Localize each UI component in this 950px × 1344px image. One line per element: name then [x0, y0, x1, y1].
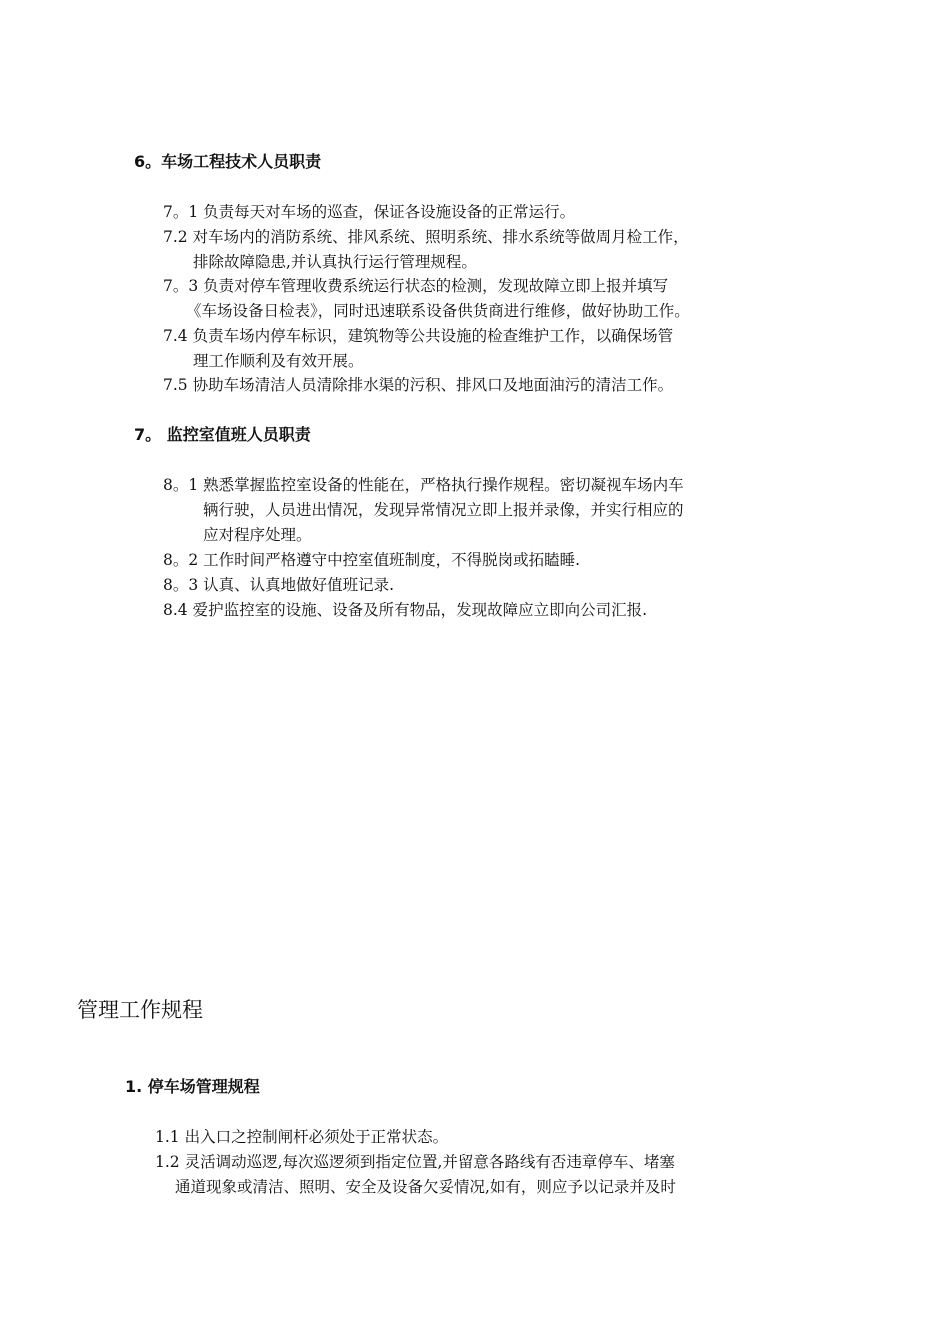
item-text: 7.5 协助车场清洁人员清除排水渠的污积、排风口及地面油污的清洁工作。 — [163, 376, 674, 394]
section-6-item-5 — [163, 373, 673, 398]
parking-item-2 — [155, 1150, 676, 1200]
item-text: 7。1 负责每天对车场的巡查，保证各设施设备的正常运行。 — [163, 203, 576, 221]
section-6-item-3 — [163, 274, 690, 324]
item-text-continued: 排除故障隐患,并认真执行运行管理规程。 — [193, 253, 477, 271]
section-6-item-2 — [163, 225, 689, 275]
item-text: 7。3 负责对停车管理收费系统运行状态的检测，发现故障立即上报并填写 — [163, 277, 669, 295]
section-7-item-4 — [163, 598, 647, 623]
item-text-continued: 应对程序处理。 — [203, 526, 312, 544]
parking-item-1 — [155, 1125, 448, 1150]
parking-management-heading: 1. 停车场管理规程 — [125, 1077, 260, 1096]
item-text: 1.1 出入口之控制闸杆必须处于正常状态。 — [155, 1128, 449, 1146]
item-text-continued: 《车场设备日检表》，同时迅速联系设备供货商进行维修，做好协助工作。 — [186, 302, 690, 320]
item-text: 8。1 熟悉掌握监控室设备的性能在，严格执行操作规程。密切凝视车场内车 — [163, 476, 684, 494]
section-6-item-4 — [163, 324, 673, 374]
section-7-item-2 — [163, 548, 580, 573]
management-title: 管理工作规程 — [77, 998, 203, 1022]
item-text-continued: 理工作顺利及有效开展。 — [193, 352, 364, 370]
item-text: 8.4 爱护监控室的设施、设备及所有物品，发现故障应立即向公司汇报. — [163, 601, 648, 619]
section-7-item-3 — [163, 573, 394, 598]
section-6-heading: 6。车场工程技术人员职责 — [134, 152, 322, 171]
item-text: 7.4 负责车场内停车标识，建筑物等公共设施的检查维护工作，以确保场管 — [163, 327, 674, 345]
item-text-continued: 辆行驶，人员进出情况，发现异常情况立即上报并录像，并实行相应的 — [203, 501, 684, 519]
item-text: 7.2 对车场内的消防系统、排风系统、照明系统、排水系统等做周月检工作， — [163, 228, 689, 246]
item-text: 8。2 工作时间严格遵守中控室值班制度，不得脱岗或拓瞌睡. — [163, 551, 581, 569]
item-text: 1.2 灵活调动巡逻,每次巡逻须到指定位置,并留意各路线有否违章停车、堵塞 — [155, 1153, 675, 1171]
section-7-item-1 — [163, 473, 684, 548]
section-7-heading: 7。 监控室值班人员职责 — [134, 425, 311, 444]
item-text: 8。3 认真、认真地做好值班记录. — [163, 576, 395, 594]
section-6-item-1 — [163, 200, 575, 225]
item-text-continued: 通道现象或清洁、照明、安全及设备欠妥情况,如有，则应予以记录并及时 — [175, 1178, 676, 1196]
